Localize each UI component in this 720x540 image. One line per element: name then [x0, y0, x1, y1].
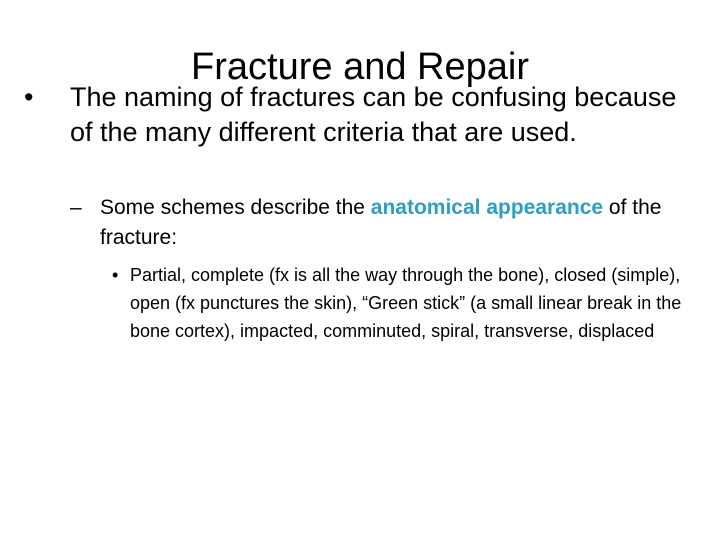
bullet-text-after: of the fracture:	[100, 196, 662, 249]
bullet-text-before: Some schemes describe the	[100, 196, 371, 219]
bullet-marker: –	[70, 196, 82, 219]
bullet-level-3	[112, 261, 702, 345]
highlight-anatomical-appearance: anatomical appearance	[370, 196, 604, 219]
slide-title: Fracture and Repair	[191, 46, 529, 88]
bullet-text	[100, 193, 710, 253]
bullet-text: The naming of fractures can be confusing because of the many different criteria that are used.	[70, 82, 677, 147]
bullet-marker: •	[112, 265, 119, 285]
bullet-level-2	[70, 193, 710, 253]
bullet-text: Partial, complete (fx is all the way through the bone), closed (simple), open (fx punctures the skin), “Green stick” (a small linear break in the bone cortex), impacted, comminuted, spiral, transverse, displaced	[130, 265, 682, 341]
bullet-marker: •	[24, 82, 34, 112]
bullet-level-1	[24, 80, 704, 150]
